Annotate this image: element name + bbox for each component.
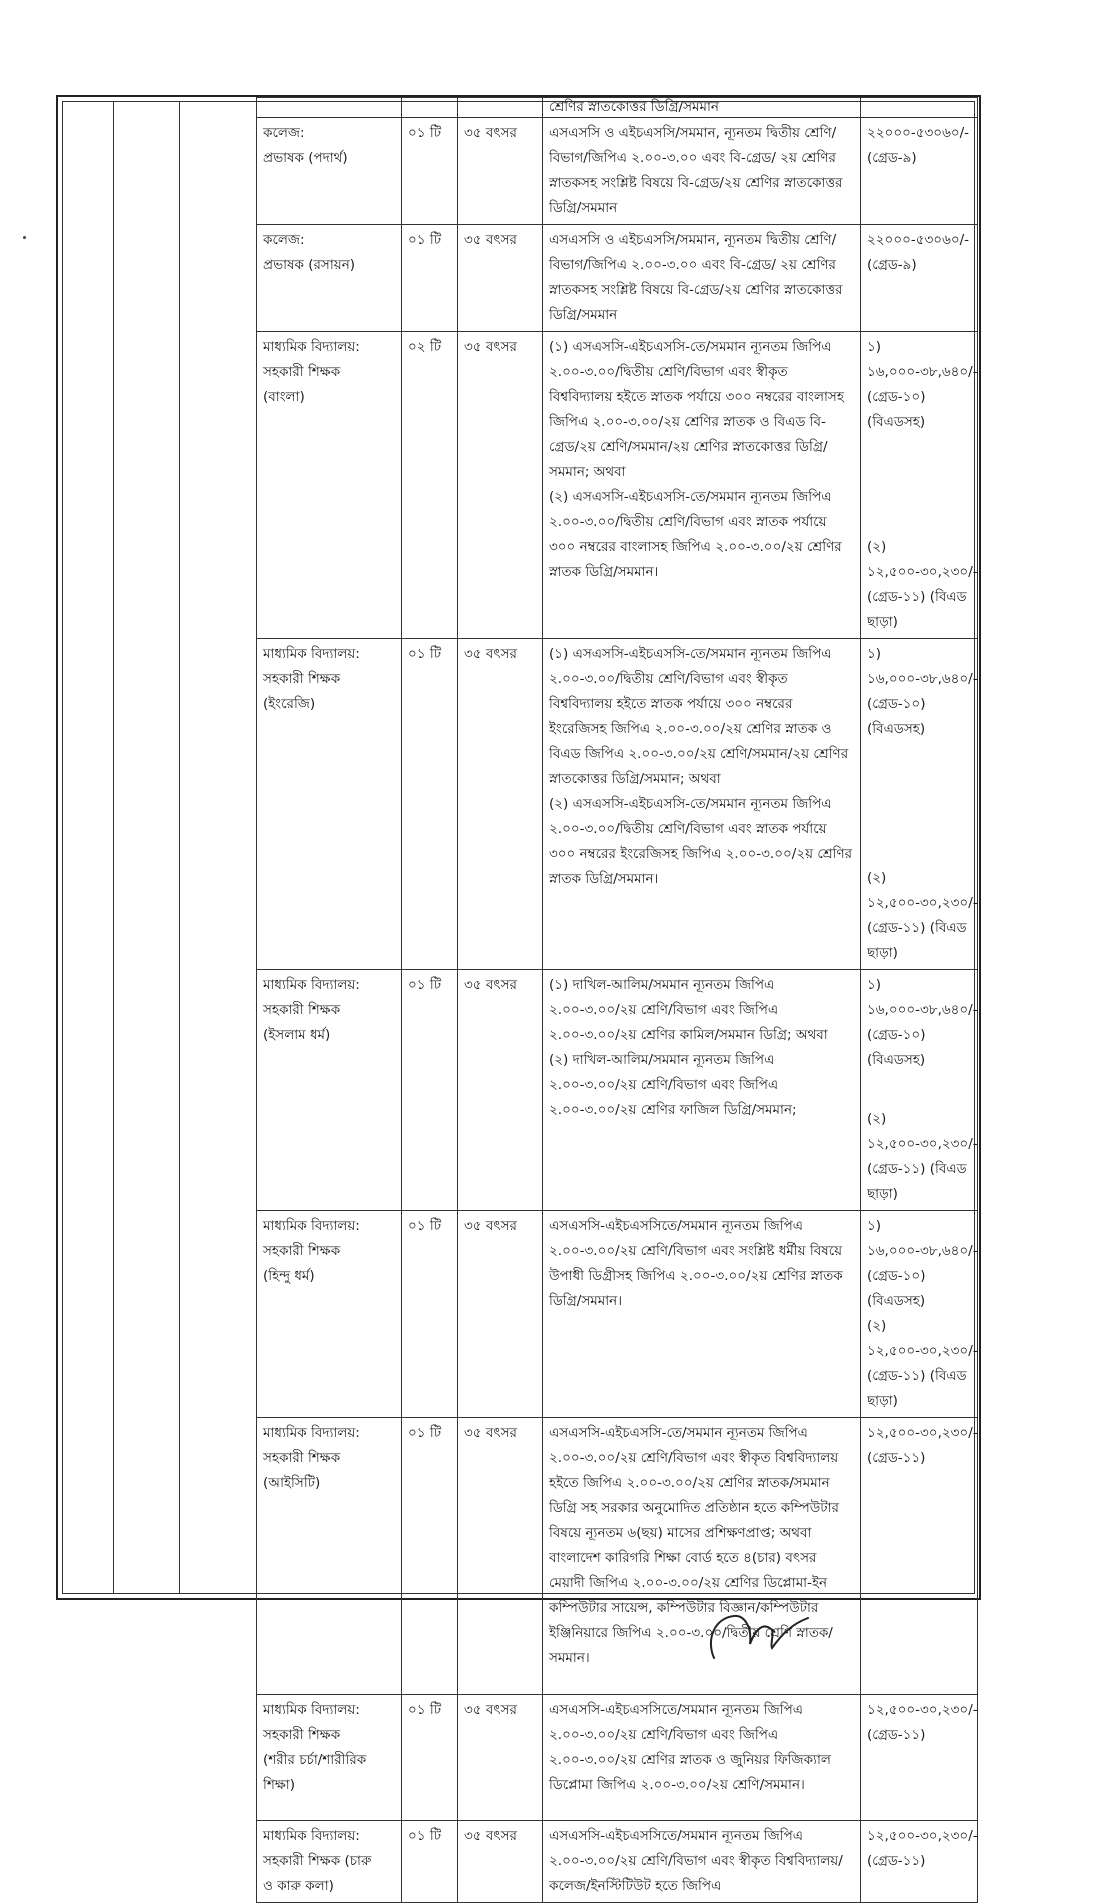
post-name-cell xyxy=(257,1695,402,1821)
post-institution: কলেজ: xyxy=(263,125,305,141)
category-column-line xyxy=(179,102,180,1593)
post-count-cell: ০১ টি xyxy=(402,1695,458,1821)
pay-scale-cell xyxy=(861,332,978,639)
post-subject: (ইসলাম ধর্ম) xyxy=(263,1027,331,1043)
qualification-option-1: (১) এসএসসি-এইচএসসি-তে/সমমান ন্যূনতম জিপিএ ২.০০-৩.০০/দ্বিতীয় শ্রেণি/বিভাগ এবং স্বীকৃত বিশ্ববিদ্যালয় হইতে স্নাতক পর্যায়ে ৩০০ নম্বরের বাংলাসহ জিপিএ ২.০০-৩.০০/২য় শ্রেণির স্নাতক ও বিএড বি-গ্রেড/২য় শ্রেণি/সমমান/২য় শ্রেণির স্নাতকোত্তর ডিগ্রি/সমমান; অথবা xyxy=(549,339,844,480)
table-row xyxy=(257,225,978,332)
qualification-text: এসএসসি-এইচএসসিতে/সমমান ন্যূনতম জিপিএ ২.০০-৩.০০/২য় শ্রেণি/বিভাগ এবং সংশ্লিষ্ট ধর্মীয় বিষয়ে উপাধী ডিগ্রীসহ জিপিএ ২.০০-৩.০০/২য় শ্রেণির স্নাতক ডিগ্রি/সমমান। xyxy=(549,1218,843,1309)
qualification-cell xyxy=(543,118,861,225)
post-institution: মাধ্যমিক বিদ্যালয়: xyxy=(263,1218,360,1234)
post-institution: মাধ্যমিক বিদ্যালয়: xyxy=(263,977,360,993)
pay-scale-cell xyxy=(861,970,978,1211)
post-title: সহকারী শিক্ষক xyxy=(263,671,341,687)
qualification-text: এসএসসি-এইচএসসি-তে/সমমান ন্যূনতম জিপিএ ২.০০-৩.০০/২য় শ্রেণি/বিভাগ এবং স্বীকৃত বিশ্ববিদ্যালয় হইতে জিপিএ ২.০০-৩.০০/২য় শ্রেণির স্নাতক/সমমান ডিগ্রি সহ সরকার অনুমোদিত প্রতিষ্ঠান হতে কম্পিউটার বিষয়ে ন্যূনতম ৬(ছয়) মাসের প্রশিক্ষণপ্রাপ্ত; অথবা বাংলাদেশ কারিগরি শিক্ষা বোর্ড হতে ৪(চার) বৎসর মেয়াদী জিপিএ ২.০০-৩.০০/২য় শ্রেণির ডিপ্লোমা-ইন কম্পিউটার সায়েন্স, কম্পিউটার বিজ্ঞান/কম্পিউটার ইঞ্জিনিয়ারে জিপিএ ২.০০-৩.০০/দ্বিতীয় শ্রেণি স্নাতক/সমমান। xyxy=(549,1425,839,1666)
qualification-cell xyxy=(543,639,861,970)
qualification-cell xyxy=(543,970,861,1211)
post-count-cell: ০১ টি xyxy=(402,1418,458,1695)
job-vacancy-table-body xyxy=(257,98,978,1903)
pay-scale: ১২,৫০০-৩০,২৩০/- xyxy=(867,1425,978,1441)
post-name-cell xyxy=(257,639,402,970)
qualification-option-1: (১) এসএসসি-এইচএসসি-তে/সমমান ন্যূনতম জিপিএ ২.০০-৩.০০/দ্বিতীয় শ্রেণি/বিভাগ এবং স্বীকৃত বিশ্ববিদ্যালয় হইতে স্নাতক পর্যায়ে ৩০০ নম্বরের ইংরেজিসহ জিপিএ ২.০০-৩.০০/২য় শ্রেণির স্নাতক ও বিএড জিপিএ ২.০০-৩.০০/২য় শ্রেণি/সমমান/২য় শ্রেণির স্নাতকোত্তর ডিগ্রি/সমমান; অথবা xyxy=(549,646,849,787)
post-count-cell: ০১ টি xyxy=(402,639,458,970)
qualification-text: এসএসসি ও এইচএসসি/সমমান, ন্যূনতম দ্বিতীয় শ্রেণি/বিভাগ/জিপিএ ২.০০-৩.০০ এবং বি-গ্রেড/ ২য় শ্রেণির স্নাতকসহ সংশ্লিষ্ট বিষয়ে বি-গ্রেড/২য় শ্রেণির স্নাতকোত্তর ডিগ্রি/সমমান xyxy=(549,232,843,323)
qualification-cell xyxy=(543,1695,861,1821)
post-subject: (ইংরেজি) xyxy=(263,696,316,712)
qualification-option-2: (২) এসএসসি-এইচএসসি-তে/সমমান ন্যূনতম জিপিএ ২.০০-৩.০০/দ্বিতীয় শ্রেণি/বিভাগ এবং স্নাতক পর্যায়ে ৩০০ নম্বরের বাংলাসহ জিপিএ ২.০০-৩.০০/২য় শ্রেণির স্নাতক ডিগ্রি/সমমান। xyxy=(549,489,842,580)
table-row xyxy=(257,332,978,639)
post-name-cell xyxy=(257,1211,402,1418)
post-name-cell xyxy=(257,1821,402,1903)
post-subject: (বাংলা) xyxy=(263,389,305,405)
age-limit-cell: ৩৫ বৎসর xyxy=(458,639,543,970)
qualification-option-1: (১) দাখিল-আলিম/সমমান ন্যূনতম জিপিএ ২.০০-৩.০০/২য় শ্রেণি/বিভাগ এবং জিপিএ ২.০০-৩.০০/২য় শ্রেণির কামিল/সমমান ডিগ্রি; অথবা xyxy=(549,977,828,1043)
pay-grade: (গ্রেড-১১) xyxy=(867,1727,926,1743)
pay-scale-option-2: (২) ১২,৫০০-৩০,২৩০/- (গ্রেড-১১) (বিএড ছাড়া) xyxy=(867,870,978,961)
pay-grade: (গ্রেড-৯) xyxy=(867,150,917,166)
age-limit-cell: ৩৫ বৎসর xyxy=(458,1695,543,1821)
pay-scale-cell xyxy=(861,118,978,225)
post-subject-cont: শিক্ষা) xyxy=(263,1777,295,1793)
post-institution: কলেজ: xyxy=(263,232,305,248)
age-limit-cell: ৩৫ বৎসর xyxy=(458,1418,543,1695)
post-count-cell: ০১ টি xyxy=(402,118,458,225)
age-limit-cell xyxy=(458,98,543,118)
pay-scale: ২২০০০-৫৩০৬০/- xyxy=(867,125,970,141)
qualification-cell xyxy=(543,225,861,332)
pay-scale-option-2: (২) ১২,৫০০-৩০,২৩০/- (গ্রেড-১১) (বিএড ছাড়া) xyxy=(867,1111,978,1202)
age-limit-cell: ৩৫ বৎসর xyxy=(458,225,543,332)
age-limit-cell: ৩৫ বৎসর xyxy=(458,1211,543,1418)
pay-scale-cell xyxy=(861,639,978,970)
post-count-cell: ০১ টি xyxy=(402,970,458,1211)
post-count-cell xyxy=(402,98,458,118)
table-row xyxy=(257,1695,978,1821)
pay-scale-option-1: ১) ১৬,০০০-৩৮,৬৪০/- (গ্রেড-১০) (বিএডসহ) xyxy=(867,339,978,430)
pay-scale: ১২,৫০০-৩০,২৩০/- xyxy=(867,1702,978,1718)
post-name-cell xyxy=(257,98,402,118)
pay-scale: ২২০০০-৫৩০৬০/- xyxy=(867,232,970,248)
pay-scale-option-2: (২) ১২,৫০০-৩০,২৩০/- (গ্রেড-১১) (বিএড ছাড়া) xyxy=(867,1318,978,1409)
pay-scale-option-1: ১) ১৬,০০০-৩৮,৬৪০/- (গ্রেড-১০) (বিএডসহ) xyxy=(867,1218,978,1309)
post-name-cell xyxy=(257,332,402,639)
post-title: সহকারী শিক্ষক xyxy=(263,1727,341,1743)
age-limit-cell: ৩৫ বৎসর xyxy=(458,1821,543,1903)
pay-scale-option-1: ১) ১৬,০০০-৩৮,৬৪০/- (গ্রেড-১০) (বিএডসহ) xyxy=(867,646,978,737)
pay-scale-option-2: (২) ১২,৫০০-৩০,২৩০/- (গ্রেড-১১) (বিএড ছাড়া) xyxy=(867,539,978,630)
qualification-option-2: (২) দাখিল-আলিম/সমমান ন্যূনতম জিপিএ ২.০০-৩.০০/২য় শ্রেণি/বিভাগ এবং জিপিএ ২.০০-৩.০০/২য় শ্রেণির ফাজিল ডিগ্রি/সমমান; xyxy=(549,1052,797,1118)
qualification-cell xyxy=(543,1211,861,1418)
post-title: সহকারী শিক্ষক xyxy=(263,1243,341,1259)
post-institution: মাধ্যমিক বিদ্যালয়: xyxy=(263,1702,360,1718)
post-name-cell xyxy=(257,970,402,1211)
qualification-option-2: (২) এসএসসি-এইচএসসি-তে/সমমান ন্যূনতম জিপিএ ২.০০-৩.০০/দ্বিতীয় শ্রেণি/বিভাগ এবং স্নাতক পর্যায়ে ৩০০ নম্বরের ইংরেজিসহ জিপিএ ২.০০-৩.০০/২য় শ্রেণির স্নাতক ডিগ্রি/সমমান। xyxy=(549,796,853,887)
qualification-cell xyxy=(543,98,861,118)
spacer xyxy=(867,742,971,866)
pay-scale-cell xyxy=(861,1695,978,1821)
table-row xyxy=(257,1211,978,1418)
post-count-cell: ০১ টি xyxy=(402,1821,458,1903)
table-row xyxy=(257,98,978,118)
post-institution: মাধ্যমিক বিদ্যালয়: xyxy=(263,339,360,355)
age-limit-cell: ৩৫ বৎসর xyxy=(458,118,543,225)
qualification-cell xyxy=(543,332,861,639)
post-name-cell xyxy=(257,118,402,225)
post-title: সহকারী শিক্ষক xyxy=(263,1450,341,1466)
post-institution: মাধ্যমিক বিদ্যালয়: xyxy=(263,1828,360,1844)
post-subject: ও কারু কলা) xyxy=(263,1878,334,1894)
post-institution: মাধ্যমিক বিদ্যালয়: xyxy=(263,646,360,662)
post-name-cell xyxy=(257,225,402,332)
post-count-cell: ০১ টি xyxy=(402,1211,458,1418)
post-title: প্রভাষক (রসায়ন) xyxy=(263,257,356,273)
table-row xyxy=(257,970,978,1211)
pay-grade: (গ্রেড-১১) xyxy=(867,1450,926,1466)
qualification-text: এসএসসি-এইচএসসিতে/সমমান ন্যূনতম জিপিএ ২.০০-৩.০০/২য় শ্রেণি/বিভাগ এবং স্বীকৃত বিশ্ববিদ্যালয়/কলেজ/ইনস্টিটিউট হতে জিপিএ xyxy=(549,1828,843,1894)
table-row xyxy=(257,118,978,225)
pay-scale-cell xyxy=(861,98,978,118)
qualification-text: এসএসসি ও এইচএসসি/সমমান, ন্যূনতম দ্বিতীয় শ্রেণি/বিভাগ/জিপিএ ২.০০-৩.০০ এবং বি-গ্রেড/ ২য় শ্রেণির স্নাতকসহ সংশ্লিষ্ট বিষয়ে বি-গ্রেড/২য় শ্রেণির স্নাতকোত্তর ডিগ্রি/সমমান xyxy=(549,125,843,216)
post-institution: মাধ্যমিক বিদ্যালয়: xyxy=(263,1425,360,1441)
pay-scale-cell xyxy=(861,1211,978,1418)
spacer xyxy=(867,435,971,535)
signature-mark xyxy=(700,1600,840,1670)
post-title: সহকারী শিক্ষক xyxy=(263,1002,341,1018)
post-title: সহকারী শিক্ষক (চারু xyxy=(263,1853,372,1869)
pay-grade: (গ্রেড-৯) xyxy=(867,257,917,273)
age-limit-cell: ৩৫ বৎসর xyxy=(458,332,543,639)
post-subject: (আইসিটি) xyxy=(263,1475,321,1491)
qualification-cell xyxy=(543,1821,861,1903)
pay-scale-cell xyxy=(861,1821,978,1903)
scan-speck xyxy=(23,236,26,239)
job-vacancy-table xyxy=(256,97,978,1903)
pay-grade: (গ্রেড-১১) xyxy=(867,1853,926,1869)
age-limit-cell: ৩৫ বৎসর xyxy=(458,970,543,1211)
table-row xyxy=(257,1821,978,1903)
post-title: প্রভাষক (পদার্থ) xyxy=(263,150,348,166)
post-subject: (হিন্দু ধর্ম) xyxy=(263,1268,315,1284)
post-title: সহকারী শিক্ষক xyxy=(263,364,341,380)
spacer xyxy=(867,1073,971,1107)
serial-column-line xyxy=(113,102,114,1593)
post-count-cell: ০২ টি xyxy=(402,332,458,639)
pay-scale-cell xyxy=(861,1418,978,1695)
table-row xyxy=(257,639,978,970)
table-row xyxy=(257,1418,978,1695)
post-subject: (শরীর চর্চা/শারীরিক xyxy=(263,1752,367,1768)
post-count-cell: ০১ টি xyxy=(402,225,458,332)
pay-scale-option-1: ১) ১৬,০০০-৩৮,৬৪০/- (গ্রেড-১০) (বিএডসহ) xyxy=(867,977,978,1068)
qualification-text: এসএসসি-এইচএসসিতে/সমমান ন্যূনতম জিপিএ ২.০০-৩.০০/২য় শ্রেণি/বিভাগ এবং জিপিএ ২.০০-৩.০০/২য় শ্রেণির স্নাতক ও জুনিয়র ফিজিক্যাল ডিপ্লোমা জিপিএ ২.০০-৩.০০/২য় শ্রেণি/সমমান। xyxy=(549,1702,831,1793)
pay-scale: ১২,৫০০-৩০,২৩০/- xyxy=(867,1828,978,1844)
qualification-text: শ্রেণির স্নাতকোত্তর ডিগ্রি/সমমান xyxy=(549,99,719,115)
pay-scale-cell xyxy=(861,225,978,332)
post-name-cell xyxy=(257,1418,402,1695)
